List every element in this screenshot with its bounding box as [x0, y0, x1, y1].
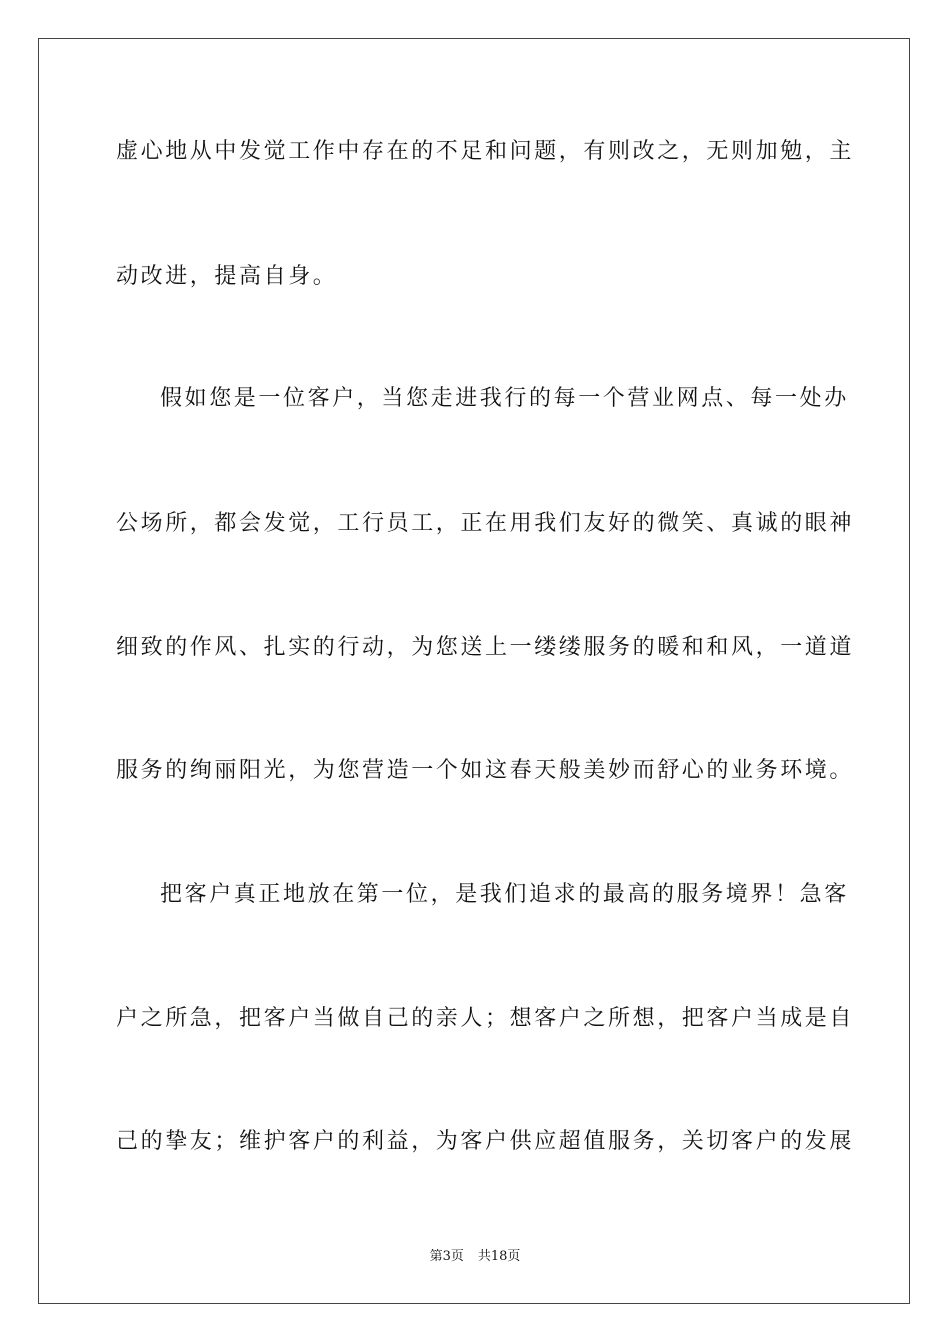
- paragraph-first-line: 把客户真正地放在第一位，是我们追求的最高的服务境界！急客: [160, 882, 849, 907]
- text-line: 公场所，都会发觉，工行员工，正在用我们友好的微笑、真诚的眼神: [116, 511, 855, 536]
- page-border: [38, 38, 910, 1304]
- text-line: 动改进，提高自身。: [116, 264, 338, 289]
- text-line: 细致的作风、扎实的行动，为您送上一缕缕服务的暖和和风，一道道: [116, 635, 855, 660]
- text-line: 服务的绚丽阳光，为您营造一个如这春天般美妙而舒心的业务环境。: [116, 758, 855, 783]
- page-footer: [0, 1248, 950, 1266]
- text-line: 户之所急，把客户当做自己的亲人；想客户之所想，把客户当成是自: [116, 1006, 855, 1031]
- text-line: 己的挚友；维护客户的利益，为客户供应超值服务，关切客户的发展: [116, 1129, 855, 1154]
- text-line: 虚心地从中发觉工作中存在的不足和问题，有则改之，无则加勉，主: [116, 139, 855, 164]
- page-number: 第3页: [429, 1249, 464, 1264]
- paragraph-first-line: 假如您是一位客户，当您走进我行的每一个营业网点、每一处办: [160, 386, 849, 411]
- total-pages: 共18页: [477, 1249, 521, 1264]
